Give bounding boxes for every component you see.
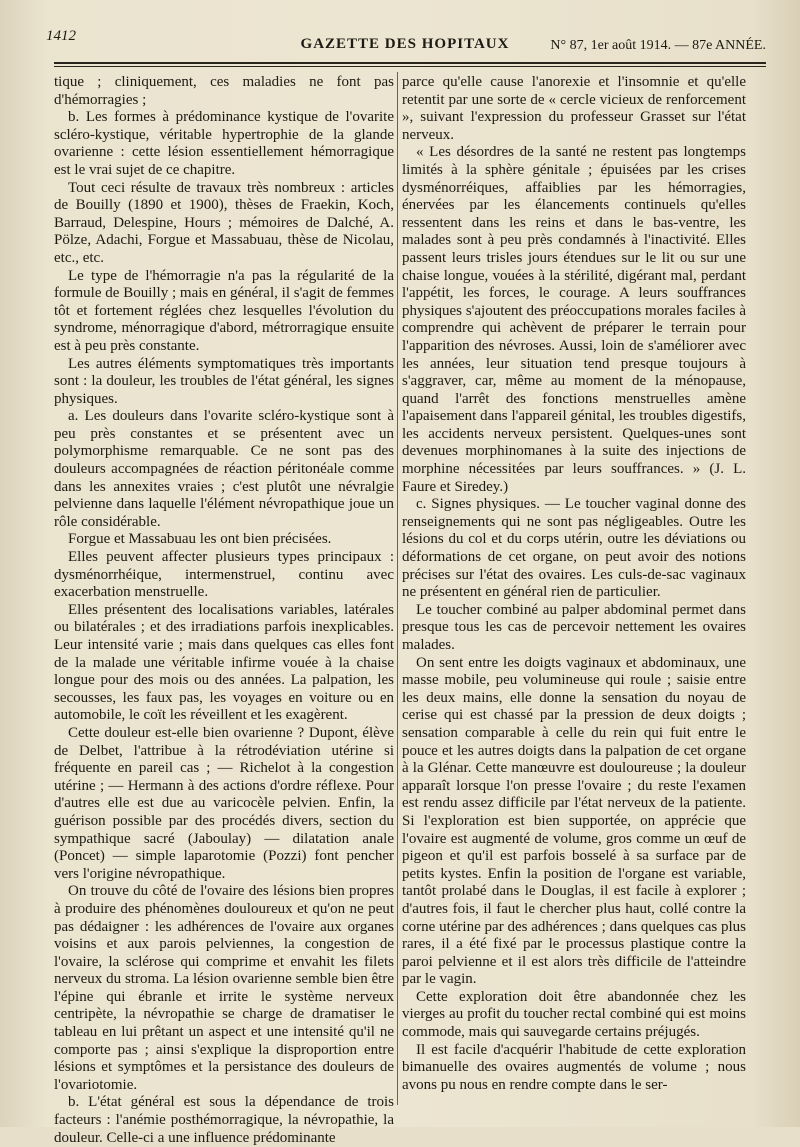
left-column xyxy=(54,74,394,1147)
paragraph: Il est facile d'acquérir l'habitude de cette exploration bimanuelle des ovaires augmentés de volume ; nous avons pu nous en rendre compte dans le ser- xyxy=(402,1041,746,1093)
paragraph: b. Les formes à prédominance kystique de l'ovarite scléro-kystique, véritable hypertrophie de la glande ovarienne : cette lésion essentiellement hémorragique est le vrai sujet de ce chapitre. xyxy=(54,109,394,178)
paragraph: Le type de l'hémorragie n'a pas la régularité de la formule de Bouilly ; mais en général, il s'agit de femmes tôt et fortement réglées chez lesquelles l'évolution du syndrome, ménorragique d'abord, métrorragique ensuite est à peu près constante. xyxy=(54,267,394,354)
header-rule-thin xyxy=(54,66,766,67)
paragraph: c. Signes physiques. — Le toucher vaginal donne des renseignements qui ne sont pas négligeables. Outre les lésions du col et du corps utérin, outre les déviations ou déformations de cet organe, on peut avoir des notions précises sur l'état des ovaires. Les culs-de-sac vaginaux ne présentent en général rien de particulier. xyxy=(402,496,746,601)
paragraph: Cette douleur est-elle bien ovarienne ? Dupont, élève de Delbet, l'attribue à la rétrodéviation utérine si fréquente en pareil cas ; — Richelot à la congestion utérine ; — Hermann à des actions d'ordre réflexe. Pour d'autres elle est due au varicocèle pelvien. Enfin, la guérison possible par des procédés divers, section du sympathique sacré (Jaboulay) — dilatation anale (Poncet) — simple laparotomie (Pozzi) font pencher vers l'origine névropathique. xyxy=(54,724,394,882)
right-column xyxy=(402,74,746,1094)
paragraph: Cette exploration doit être abandonnée chez les vierges au profit du toucher rectal combiné qui est moins commode, mais qui sauvegarde certains préjugés. xyxy=(402,988,746,1041)
paragraph: Les autres éléments symptomatiques très importants sont : la douleur, les troubles de l'état général, les signes physiques. xyxy=(54,355,394,407)
paragraph: parce qu'elle cause l'anorexie et l'insomnie et qu'elle retentit par une sorte de « cercle vicieux de renforcement », suivant l'expression du professeur Grasset sur l'état nerveux. xyxy=(402,74,746,143)
issue-info: N° 87, 1er août 1914. — 87e ANNÉE. xyxy=(550,38,766,53)
header-rule xyxy=(54,62,766,64)
journal-title: GAZETTE DES HOPITAUX xyxy=(300,36,510,52)
paragraph: a. Les douleurs dans l'ovarite scléro-kystique sont à peu près constantes et se présentent avec un polymorphisme remarquable. Ce ne sont pas des douleurs accompagnées de réaction péritonéale comme dans les annexites vraies ; c'est plutôt une névralgie pelvienne dans laquelle l'élément névropathique joue un rôle considérable. xyxy=(54,408,394,530)
paragraph: tique ; cliniquement, ces maladies ne font pas d'hémorragies ; xyxy=(54,74,394,108)
paragraph: On sent entre les doigts vaginaux et abdominaux, une masse mobile, peu volumineuse qui roule ; saisie entre les deux mains, elle donne la sensation du noyau de cerise qui est chassé par la pression de deux doigts ; sensation comparable à celle du rein qui fuit entre le pouce et les autres doigts dans la palpation de cet organe à la Glénar. Cette manœuvre est douloureuse ; la douleur apparaît lorsque l'on presse l'ovaire ; du reste l'examen est rendu assez difficile par l'état nerveux de la patiente. Si l'exploration est bien supportée, on apprécie que l'ovaire est augmenté de volume, gros comme un œuf de pigeon et qu'il est parfois bosselé à sa surface par de petits kystes. Enfin la position de l'organe est variable, tantôt prolabé dans le Douglas, il est facile à explorer ; d'autres fois, il faut le chercher plus haut, collé contre la corne utérine par des adhérences ; dans quelques cas plus rares, il a été fixé par le processus plastique contre la paroi pelvienne et il est alors très difficile de l'atteindre par le vagin. xyxy=(402,654,746,988)
page-header xyxy=(40,28,770,62)
paragraph: Elles présentent des localisations variables, latérales ou bilatérales ; et des irradiations parfois inexplicables. Leur intensité varie ; mais dans quelques cas elles font de la malade une véritable infirme vouée à la chaise longue pour des mois ou des années. La palpation, les secousses, les faux pas, les voyages en voiture ou en automobile, le coït les réveillent et les exagèrent. xyxy=(54,601,394,724)
column-divider xyxy=(397,72,398,1105)
paragraph: b. L'état général est sous la dépendance de trois facteurs : l'anémie posthémorragique, la névropathie, la douleur. Celle-ci a une influence prédominante xyxy=(54,1094,394,1146)
page-number: 1412 xyxy=(46,28,76,44)
paragraph: Forgue et Massabuau les ont bien précisées. xyxy=(68,531,332,548)
paragraph: Le toucher combiné au palper abdominal permet dans presque tous les cas de percevoir nettement les ovaires malades. xyxy=(402,601,746,653)
paragraph: Elles peuvent affecter plusieurs types principaux : dysménorrhéique, intermenstruel, continu avec exacerbation menstruelle. xyxy=(54,549,394,601)
paragraph: Tout ceci résulte de travaux très nombreux : articles de Bouilly (1890 et 1900), thèses de Fraekin, Koch, Barraud, Delespine, Hours ; mémoires de Dalché, A. Pölze, Adachi, Forgue et Massabuau, thèse de Nicolau, etc., etc. xyxy=(54,179,394,266)
paragraph: On trouve du côté de l'ovaire des lésions bien propres à produire des phénomènes douloureux et qu'on ne peut pas dédaigner : les adhérences de l'ovaire aux organes voisins et aux parois pelviennes, la congestion de l'ovaire, la sclérose qui comprime et envahit les filets nerveux du stroma. La lésion ovarienne semble bien être l'épine qui ébranle et irrite le système nerveux centripète, la névropathie se charge de dramatiser le tableau en lui prêtant un aspect et une intensité qu'il ne comporte pas ; ainsi s'explique la disproportion entre lésions et symptômes et la persistance des douleurs de l'ovariotomie. xyxy=(54,883,394,1093)
paragraph: « Les désordres de la santé ne restent pas longtemps limités à la sphère génitale ; épuisées par les crises dysménorréiques, affaiblies par les hémorragies, énervées par les élancements continuels qu'elles ressentent dans les reins et dans le bas-ventre, les malades sont à peu près condamnés à l'inactivité. Elles passent leurs trisles jours étendues sur le lit ou sur une chaise longue, vouées à la stérilité, digérant mal, perdant l'appétit, les forces, le courage. A leurs souffrances physiques s'ajoutent des préoccupations morales faciles à comprendre qui achèvent de préparer le terrain pour l'apparition des névroses. Aussi, loin de s'améliorer avec les années, leur situation tend presque toujours à s'aggraver, car, même au moment de la ménopause, quand l'arrêt des fonctions menstruelles amène l'apaisement dans l'appareil génital, les troubles digestifs, les accidents nerveux persistent. Quelques-unes sont devenues morphinomanes à la suite des injections de morphine nécessitées par leurs souffrances. » (J. L. Faure et Siredey.) xyxy=(402,144,746,495)
